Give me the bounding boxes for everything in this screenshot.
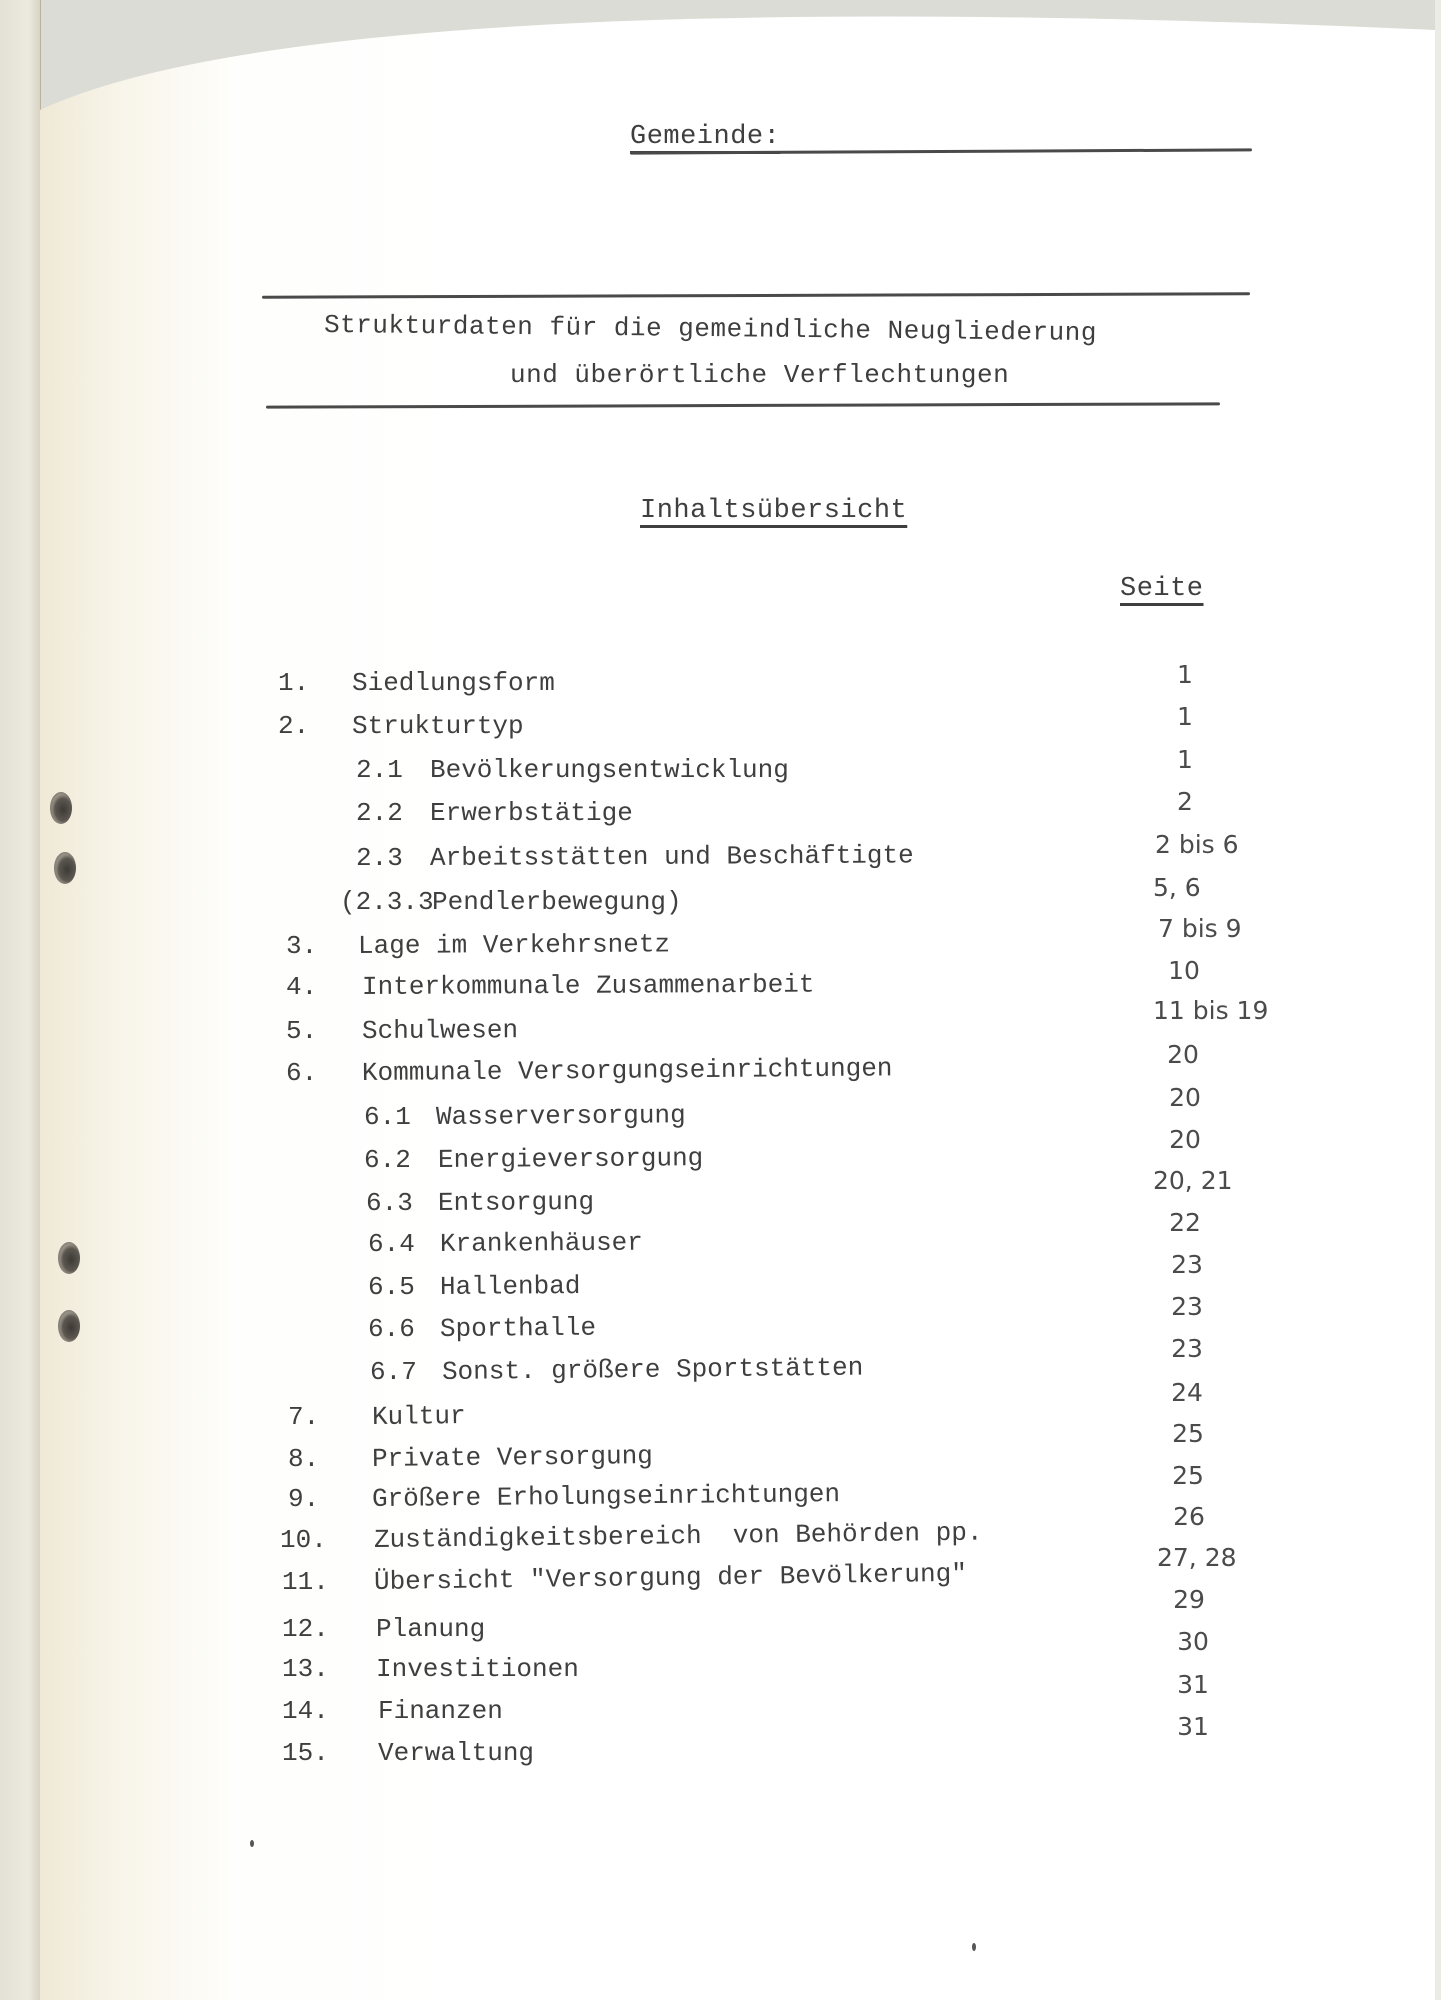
toc-entry-page: 5, 6	[1153, 873, 1201, 902]
toc-entry-page: 7 bis 9	[1158, 914, 1242, 943]
toc-entry-label: Arbeitsstätten und Beschäftigte	[429, 840, 914, 873]
toc-entry-number: (2.3.3	[340, 887, 434, 917]
toc-entry-page: 1	[1177, 702, 1193, 731]
toc-entry-number: 2.1	[356, 755, 403, 785]
toc-entry-page: 23	[1171, 1250, 1203, 1279]
document-title-line1: Strukturdaten für die gemeindliche Neugliederung	[323, 309, 1098, 349]
toc-entry-label: Verwaltung	[378, 1738, 535, 1768]
toc-entry-page: 11 bis 19	[1153, 996, 1269, 1025]
gemeinde-label: Gemeinde:	[630, 122, 781, 152]
toc-entry-page: 2	[1177, 787, 1193, 816]
toc-entry-number: 10.	[280, 1525, 327, 1555]
toc-entry-page: 2 bis 6	[1155, 830, 1239, 859]
toc-entry-label: Private Versorgung	[371, 1441, 654, 1474]
toc-entry-number: 3.	[286, 931, 318, 961]
toc-entry-page: 20	[1169, 1125, 1201, 1154]
toc-entry-number: 6.5	[368, 1272, 415, 1302]
toc-entry-page: 1	[1177, 660, 1193, 689]
toc-entry-number: 6.6	[368, 1314, 415, 1344]
toc-entry-label: Kommunale Versorgungseinrichtungen	[361, 1053, 893, 1088]
toc-entry-number: 2.2	[356, 798, 403, 828]
toc-entry-number: 13.	[282, 1654, 329, 1684]
toc-entry-number: 6.7	[370, 1357, 417, 1387]
toc-entry-page: 25	[1172, 1461, 1204, 1490]
page-right-edge	[1435, 0, 1441, 2000]
toc-entry-label: Sonst. größere Sportstätten	[441, 1352, 864, 1387]
toc-entry-number: 2.3	[356, 843, 403, 873]
toc-entry-label: Zuständigkeitsbereich von Behörden pp.	[373, 1517, 983, 1555]
paper-speck	[250, 1840, 254, 1847]
toc-entry-label: Bevölkerungsentwicklung	[430, 755, 789, 785]
toc-entry-label: Strukturtyp	[352, 711, 524, 741]
toc-entry-page: 25	[1172, 1419, 1204, 1448]
toc-entry-label: Finanzen	[378, 1696, 503, 1726]
punch-hole	[58, 1310, 80, 1342]
toc-entry-label: Investitionen	[376, 1654, 579, 1684]
toc-entry-label: Pendlerbewegung)	[432, 887, 682, 917]
toc-entry-page: 20, 21	[1153, 1166, 1233, 1195]
toc-entry-label: Übersicht "Versorgung der Bevölkerung"	[373, 1558, 968, 1597]
toc-entry-page: 31	[1177, 1712, 1209, 1741]
toc-entry-page: 26	[1173, 1502, 1205, 1531]
document-title-line2: und überörtliche Verflechtungen	[510, 360, 1010, 390]
toc-entry-label: Krankenhäuser	[439, 1227, 643, 1259]
toc-entry-number: 5.	[286, 1016, 318, 1046]
punch-hole	[58, 1242, 80, 1274]
toc-entry-page: 1	[1177, 745, 1193, 774]
toc-entry-label: Schulwesen	[361, 1015, 519, 1046]
toc-entry-page: 24	[1171, 1378, 1203, 1407]
toc-entry-label: Interkommunale Zusammenarbeit	[361, 969, 815, 1002]
toc-entry-number: 6.	[286, 1058, 318, 1088]
toc-entry-page: 10	[1168, 956, 1200, 985]
toc-entry-number: 8.	[288, 1444, 320, 1474]
paper-speck	[972, 1943, 976, 1951]
toc-entry-number: 14.	[282, 1696, 329, 1726]
toc-entry-number: 15.	[282, 1738, 329, 1768]
toc-entry-number: 12.	[282, 1614, 329, 1644]
toc-heading: Inhaltsübersicht	[640, 496, 908, 526]
toc-entry-number: 4.	[286, 972, 318, 1002]
toc-entry-number: 7.	[288, 1402, 320, 1432]
toc-entry-label: Kultur	[371, 1401, 466, 1432]
toc-entry-number: 2.	[278, 711, 310, 741]
toc-entry-label: Planung	[376, 1614, 486, 1644]
toc-entry-page: 23	[1171, 1334, 1203, 1363]
toc-entry-page: 29	[1173, 1585, 1205, 1614]
toc-entry-number: 6.2	[364, 1145, 411, 1175]
toc-entry-page: 20	[1167, 1040, 1199, 1069]
toc-entry-page: 23	[1171, 1292, 1203, 1321]
page-column-header: Seite	[1120, 574, 1204, 604]
facing-page-edge	[0, 0, 41, 2000]
toc-entry-page: 22	[1169, 1208, 1201, 1237]
toc-entry-number: 1.	[278, 668, 310, 698]
toc-entry-number: 6.1	[364, 1102, 411, 1132]
toc-entry-label: Sporthalle	[439, 1312, 597, 1344]
toc-entry-page: 27, 28	[1157, 1543, 1237, 1572]
toc-entry-label: Erwerbstätige	[430, 798, 633, 828]
punch-hole	[54, 852, 76, 884]
toc-entry-page: 31	[1177, 1670, 1209, 1699]
toc-entry-label: Siedlungsform	[352, 668, 555, 698]
toc-entry-label: Entsorgung	[437, 1186, 595, 1218]
toc-entry-label: Lage im Verkehrsnetz	[357, 929, 671, 961]
toc-entry-number: 6.3	[366, 1188, 413, 1218]
toc-entry-number: 6.4	[368, 1229, 415, 1259]
toc-entry-label: Größere Erholungseinrichtungen	[371, 1479, 841, 1514]
toc-entry-label: Hallenbad	[439, 1271, 581, 1302]
toc-entry-label: Wasserversorgung	[435, 1100, 686, 1132]
toc-entry-page: 20	[1169, 1083, 1201, 1112]
toc-entry-number: 11.	[282, 1567, 329, 1597]
toc-entry-page: 30	[1177, 1627, 1209, 1656]
punch-hole	[50, 792, 72, 824]
toc-entry-label: Energieversorgung	[437, 1143, 704, 1175]
toc-entry-number: 9.	[288, 1484, 320, 1514]
